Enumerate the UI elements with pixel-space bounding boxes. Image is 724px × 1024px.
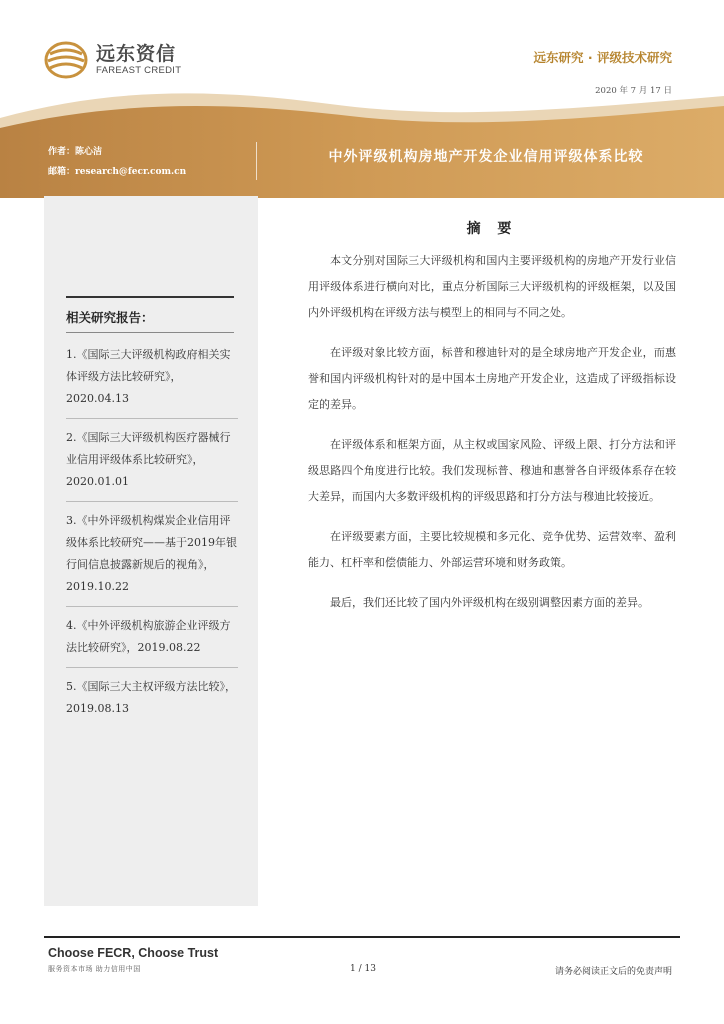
banner-divider [256, 142, 257, 180]
related-report-item[interactable]: 5.《国际三大主权评级方法比较》，2019.08.13 [66, 680, 236, 715]
report-series: 远东研究 · 评级技术研究 [533, 50, 672, 65]
sidebar-top-rule [66, 296, 234, 298]
abstract-paragraph: 在评级体系和框架方面，从主权或国家风险、评级上限、打分方法和评级思路四个角度进行比较。我们发现标普、穆迪和惠誉各自评级体系存在较大差异，而国内大多数评级机构的评级思路和打分方法与穆迪比较接近。 [308, 438, 676, 503]
related-reports-list [66, 344, 238, 728]
fareast-logo-icon [44, 40, 88, 80]
footer-slogan: Choose FECR, Choose Trust [48, 946, 219, 960]
document-title: 中外评级机构房地产开发企业信用评级体系比较 [328, 149, 644, 165]
abstract-paragraph: 在评级要素方面，主要比较规模和多元化、竞争优势、运营效率、盈利能力、杠杆率和偿债能力、外部运营环境和财务政策。 [308, 530, 676, 569]
sidebar-heading-rule [66, 332, 234, 333]
author-label: 作者： [48, 147, 76, 157]
abstract-paragraph: 在评级对象比较方面，标普和穆迪针对的是全球房地产开发企业，而惠誉和国内评级机构针对的是中国本土房地产开发企业，这造成了评级指标设定的差异。 [308, 346, 676, 411]
report-divider [66, 418, 238, 419]
page-number: 1 / 13 [350, 964, 376, 974]
report-divider [66, 606, 238, 607]
related-report-item[interactable]: 2.《国际三大评级机构医疗器械行业信用评级体系比较研究》，2020.01.01 [66, 431, 231, 488]
company-logo [44, 40, 181, 80]
report-divider [66, 667, 238, 668]
footer-rule [44, 936, 680, 938]
author-name: 陈心洁 [75, 147, 103, 157]
footer-motto: 服务资本市场 助力信用中国 [48, 965, 141, 973]
author-block [48, 142, 186, 182]
author-email-link[interactable]: research@fecr.com.cn [75, 167, 187, 177]
abstract-paragraph: 最后，我们还比较了国内外评级机构在级别调整因素方面的差异。 [330, 596, 649, 609]
abstract-heading: 摘 要 [466, 221, 518, 237]
related-reports-heading: 相关研究报告： [66, 310, 154, 325]
email-label: 邮箱： [48, 167, 76, 177]
related-report-item[interactable]: 4.《中外评级机构旅游企业评级方法比较研究》，2019.08.22 [66, 619, 231, 654]
related-report-item[interactable]: 1.《国际三大评级机构政府相关实体评级方法比较研究》，2020.04.13 [66, 348, 231, 405]
logo-english-name: FAREAST CREDIT [96, 65, 182, 76]
report-divider [66, 501, 238, 502]
logo-chinese-name: 远东资信 [96, 43, 177, 65]
abstract-body [308, 248, 676, 630]
related-report-item[interactable]: 3.《中外评级机构煤炭企业信用评级体系比较研究——基于2019年银行间信息披露新规后的视角》，2019.10.22 [66, 514, 237, 593]
disclaimer-note: 请务必阅读正文后的免责声明 [554, 967, 672, 977]
related-reports-sidebar [44, 196, 258, 906]
abstract-paragraph: 本文分别对国际三大评级机构和国内主要评级机构的房地产开发行业信用评级体系进行横向对比，重点分析国际三大评级机构的评级框架，以及国内外评级机构在评级方法与模型上的相同与不同之处。 [308, 254, 676, 319]
report-date: 2020 年 7 月 17 日 [595, 86, 672, 96]
